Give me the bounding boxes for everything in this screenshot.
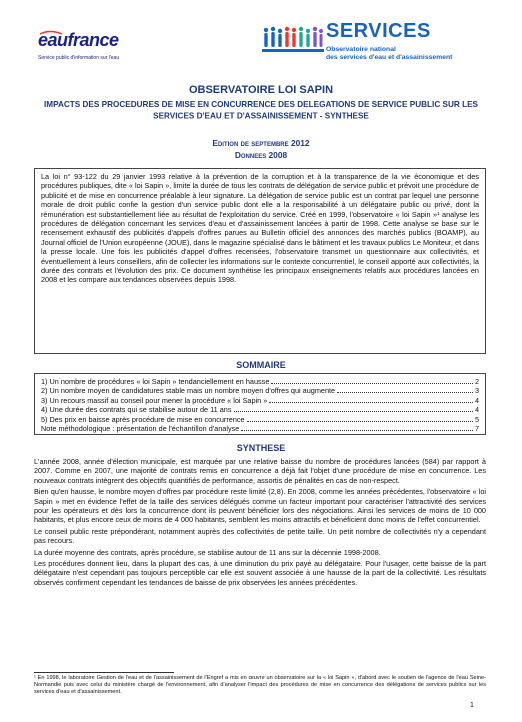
synthese-heading: SYNTHESE [236,443,286,453]
toc-item-page: 7 [474,424,479,434]
toc-item[interactable] [41,386,479,395]
services-subtitle-line-2: des services d'eau et d'assainissement [326,54,453,61]
toc-item-page: 3 [474,386,479,396]
footnote: ¹ En 1998, le laboratoire Gestion de l'eau et de l'assainissement de l'Engref a mis en œuvre un observatoire sur la « loi Sapin », d'abord avec le soutien de l'agence de l'eau Seine-Normandie puis avec celui du ministère chargé de l'environnement, afin d'analyser l'impact des procédures de mise en concurrence des délégations de services publics sur les services d'eau et d'assainissement. [34,675,486,695]
services-subtitle [326,46,452,62]
toc-item[interactable] [41,415,479,424]
document-subtitle [40,99,482,121]
table-of-contents [34,373,486,435]
toc-item-label: 2) Un nombre moyen de candidatures stable mais un nombre moyen d'offres qui augmente [41,386,336,396]
synthese-paragraph: La durée moyenne des contrats, après procédure, se stabilise autour de 11 ans sur la décennie 1998-2008. [34,547,381,557]
synthese-paragraph: Bien qu'en hausse, le nombre moyen d'offres par procédure reste limité (2,8). En 2008, comme les années précédentes, l'observatoire « loi Sapin » met en évidence l'effet de la taille des services délégués comme un facteur important pour caractériser l'attractivité des services pour les opérateurs et dès lors la concurrence dont ils peuvent bénéficier lors des négociations. Ainsi les services de moins de 10 000 habitants, et plus encore ceux de moins de 4 000 habitants, semblent les moins attractifs et bénéficient donc moins de l'effet concurrentiel. [34,487,486,525]
toc-leader [234,405,473,412]
introduction-paragraph: La loi n° 93-122 du 29 janvier 1993 relative à la prévention de la corruption et à la transparence de la vie économique et des procédures publiques, dite « loi Sapin », limite la durée de tous les contrats de délégation de service public et prévoit une procédure de publicité et de mise en concurrence préalable à leur signature. La délégation de service public est un contrat par lequel une personne morale de droit public confie la gestion d'un service public dont elle a la responsabilité à un délégataire public ou privé, dont la rémunération est substantiellement liée au résultat de l'exploitation du service. Créé en 1999, l'observatoire « loi Sapin »¹ analyse les procédures de délégation concernant les services d'eau et d'assainissement lancées à partir de 1998. Cette analyse se base sur le recensement exhaustif des publicités d'appels d'offres parues au Bulletin officiel des annonces des marchés publics (BOAMP), au Journal officiel de l'Union européenne (JOUE), dans le magazine spécialisé dans le bâtiment et les travaux publics Le Moniteur, et dans la presse locale. Une fois les publicités d'appel d'offres recensées, l'observatoire transmet un questionnaire aux collectivités, et éventuellement à leurs conseillers, afin de collecter les informations sur le contexte concurrentiel, le conseil apporté aux collectivités, la durée des contrats et l'évolution des prix. Ce document synthétise les principaux enseignements relatifs aux procédures lancées en 2008 et les compare aux tendances observées depuis 1998. [41,172,479,285]
eaufrance-wordmark [38,30,148,53]
page-number: 1 [470,702,474,709]
toc-item-label: 4) Une durée des contrats qui se stabilise autour de 11 ans [41,405,232,415]
services-logo [262,14,487,66]
data-year-label: Donnees 2008 [234,150,288,160]
toc-item[interactable] [41,377,479,386]
edition-info [0,137,522,161]
services-subtitle-line-1: Observatoire national [326,46,396,53]
toc-item[interactable] [41,405,479,414]
toc-leader [247,415,473,422]
toc-leader [241,424,473,431]
toc-item-page: 5 [474,414,479,424]
document-subtitle-text: IMPACTS DES PROCEDURES DE MISE EN CONCURRENCE DES DELEGATIONS DE SERVICE PUBLIC SUR LES SERVICES D'EAU ET D'ASSAINISSEMENT - SYNTHESE [44,99,478,121]
eaufrance-tagline: Service public d'information sur l'eau [38,55,120,61]
toc-item-page: 2 [474,377,479,386]
synthese-paragraph: L'année 2008, année d'élection municipale, est marquée par une relative baisse du nombre de procédures lancées (584) par rapport à 2007. Comme en 2007, une majorité de contrats remis en concurrence a déjà fait l'objet d'une procédure de mise en concurrence. Les nouveaux contrats intègrent des objectifs quantifiés de performance, assortis de pénalités en cas de non-respect. [34,457,486,485]
document-title: OBSERVATOIRE LOI SAPIN [188,84,334,96]
eaufrance-logo-icon [38,30,146,50]
toc-leader [271,377,473,384]
edition-label: Edition de septembre 2012 [212,138,310,148]
toc-leader [337,386,473,393]
introduction-box [34,168,486,354]
people-silhouettes-icon [262,22,324,58]
synthese-body [34,457,486,589]
toc-item-page: 4 [474,405,479,415]
synthese-paragraph: Le conseil public reste prépondérant, notamment auprès des collectivités de petite taille. Un petit nombre de collectivités n'y a cependant pas recours. [34,526,486,546]
sommaire-heading: SOMMAIRE [236,360,286,370]
toc-item-label: 5) Des prix en baisse après procédure de mise en concurrence [41,414,245,424]
toc-item[interactable] [41,396,479,405]
services-wordmark: SERVICES [326,20,431,42]
toc-item[interactable] [41,424,479,433]
toc-item-label: 1) Un nombre de procédures « loi Sapin » tendanciellement en hausse [41,377,270,386]
eaufrance-logo-text: eaufrance [38,30,119,50]
toc-item-label: Note méthodologique : présentation de l'échantillon d'analyse [41,424,240,434]
toc-leader [269,396,473,403]
toc-item-page: 4 [474,395,479,405]
footnote-rule [34,672,174,673]
toc-item-label: 3) Un recours massif au conseil pour mener la procédure « loi Sapin » [41,395,268,405]
synthese-paragraph: Les procédures donnent lieu, dans la plupart des cas, à une diminution du prix payé au délégataire. Pour l'usager, cette baisse de la part délégataire n'est cependant pas toujours perceptible car elle est souvent associée à une hausse de la part de la collectivité. Les résultats observés confirment cependant les tendances de baisse de prix observées les années précédentes. [34,559,486,587]
eaufrance-logo [38,30,148,64]
